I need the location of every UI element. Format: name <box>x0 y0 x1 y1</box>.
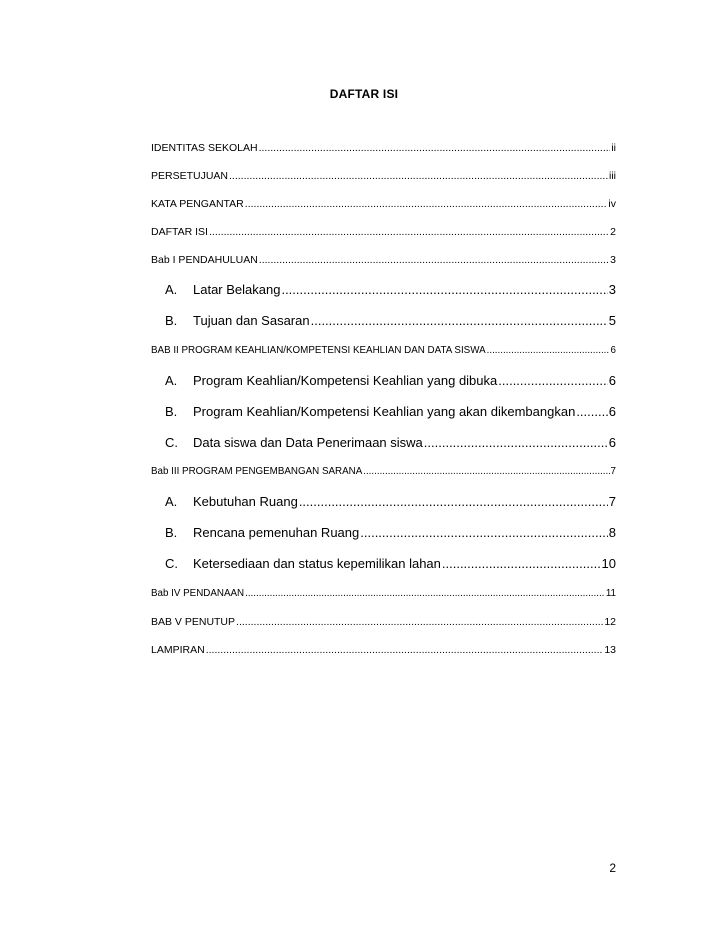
toc-entry-page: ii <box>611 142 616 154</box>
toc-leader-dots <box>245 199 608 210</box>
toc-entry-page: 2 <box>610 226 616 238</box>
toc-leader-dots <box>281 283 607 296</box>
toc-entry-label: BAB II PROGRAM KEAHLIAN/KOMPETENSI KEAHLIAN DAN DATA SISWA <box>151 345 486 356</box>
toc-entry-daftar-isi[interactable] <box>151 227 616 238</box>
toc-leader-dots <box>498 374 608 387</box>
toc-leader-dots <box>206 645 604 656</box>
toc-entry-bab-2[interactable] <box>151 346 616 356</box>
toc-leader-dots <box>209 227 609 238</box>
toc-entry-letter: A. <box>165 494 178 509</box>
toc-entry-page: 6 <box>608 373 616 388</box>
toc-entry-bab-1[interactable] <box>151 255 616 266</box>
toc-entry-page: 11 <box>605 588 616 599</box>
toc-entry-label: KATA PENGANTAR <box>151 198 244 210</box>
page-title: DAFTAR ISI <box>329 87 399 101</box>
toc-leader-dots <box>424 436 608 449</box>
toc-entry-bab-3[interactable] <box>151 467 616 477</box>
toc-entry-page: iii <box>609 170 616 182</box>
toc-entry-label: Latar Belakang <box>193 282 281 297</box>
toc-entry-label: Ketersediaan dan status kepemilikan lahan <box>193 556 441 571</box>
toc-leader-dots <box>442 557 601 570</box>
toc-entry-page: 12 <box>604 616 616 628</box>
toc-entry-page: 8 <box>608 525 616 540</box>
toc-entry-label: Program Keahlian/Kompetensi Keahlian yang dibuka <box>193 373 498 388</box>
toc-entry-letter: B. <box>165 525 178 540</box>
toc-leader-dots <box>360 526 608 539</box>
toc-entry-label: Bab I PENDAHULUAN <box>151 254 258 266</box>
page-number: 2 <box>609 861 616 875</box>
toc-entry-page: 13 <box>604 644 616 656</box>
toc-leader-dots <box>236 617 603 628</box>
toc-entry-page: 6 <box>608 404 616 419</box>
toc-leader-dots <box>311 314 608 327</box>
toc-entry-letter: C. <box>165 435 178 450</box>
toc-entry-page: 6 <box>610 345 616 356</box>
toc-entry-label: Rencana pemenuhan Ruang <box>193 525 360 540</box>
toc-entry-kebutuhan-ruang[interactable] <box>165 495 616 508</box>
toc-entry-label: DAFTAR ISI <box>151 226 208 238</box>
toc-entry-label: PERSETUJUAN <box>151 170 229 182</box>
toc-entry-page: 3 <box>608 282 616 297</box>
toc-entry-page: 7 <box>610 466 616 477</box>
toc-entry-label: Data siswa dan Data Penerimaan siswa <box>193 435 423 450</box>
toc-entry-label: Bab III PROGRAM PENGEMBANGAN SARANA <box>151 466 363 477</box>
toc-leader-dots <box>576 405 607 418</box>
toc-entry-page: 5 <box>608 313 616 328</box>
toc-entry-letter: C. <box>165 556 178 571</box>
toc-leader-dots <box>363 467 609 477</box>
toc-leader-dots <box>245 589 605 599</box>
toc-entry-bab-5[interactable] <box>151 617 616 628</box>
toc-leader-dots <box>487 346 610 356</box>
toc-entry-ketersediaan-lahan[interactable] <box>165 557 616 570</box>
toc-entry-kata-pengantar[interactable] <box>151 199 616 210</box>
toc-entry-page: 3 <box>610 254 616 266</box>
toc-entry-persetujuan[interactable] <box>151 171 616 182</box>
toc-entry-label: BAB V PENUTUP <box>151 616 236 628</box>
toc-entry-letter: B. <box>165 404 178 419</box>
toc-entry-label: LAMPIRAN <box>151 644 205 656</box>
toc-entry-letter: A. <box>165 373 178 388</box>
toc-entry-label: Program Keahlian/Kompetensi Keahlian yang akan dikembangkan <box>193 404 576 419</box>
toc-entry-latar-belakang[interactable] <box>165 283 616 296</box>
toc-entry-letter: A. <box>165 282 178 297</box>
toc-entry-bab-4[interactable] <box>151 589 616 599</box>
toc-entry-page: 6 <box>608 435 616 450</box>
toc-entry-rencana-pemenuhan[interactable] <box>165 526 616 539</box>
toc-entry-program-dikembangkan[interactable] <box>165 405 616 418</box>
toc-entry-tujuan-sasaran[interactable] <box>165 314 616 327</box>
toc-entry-page: 7 <box>608 494 616 509</box>
toc-entry-label: Kebutuhan Ruang <box>193 494 298 509</box>
toc-leader-dots <box>299 495 608 508</box>
toc-entry-lampiran[interactable] <box>151 645 616 656</box>
toc-entry-letter: B. <box>165 313 178 328</box>
toc-entry-program-dibuka[interactable] <box>165 374 616 387</box>
toc-leader-dots <box>229 171 608 182</box>
toc-leader-dots <box>259 143 611 154</box>
toc-entry-data-siswa[interactable] <box>165 436 616 449</box>
toc-entry-label: Bab IV PENDANAAN <box>151 588 245 599</box>
toc-entry-page: 10 <box>601 556 616 571</box>
toc-leader-dots <box>259 255 609 266</box>
toc-entry-identitas-sekolah[interactable] <box>151 143 616 154</box>
toc-entry-page: iv <box>608 198 616 210</box>
toc-entry-label: Tujuan dan Sasaran <box>193 313 310 328</box>
toc-entry-label: IDENTITAS SEKOLAH <box>151 142 258 154</box>
